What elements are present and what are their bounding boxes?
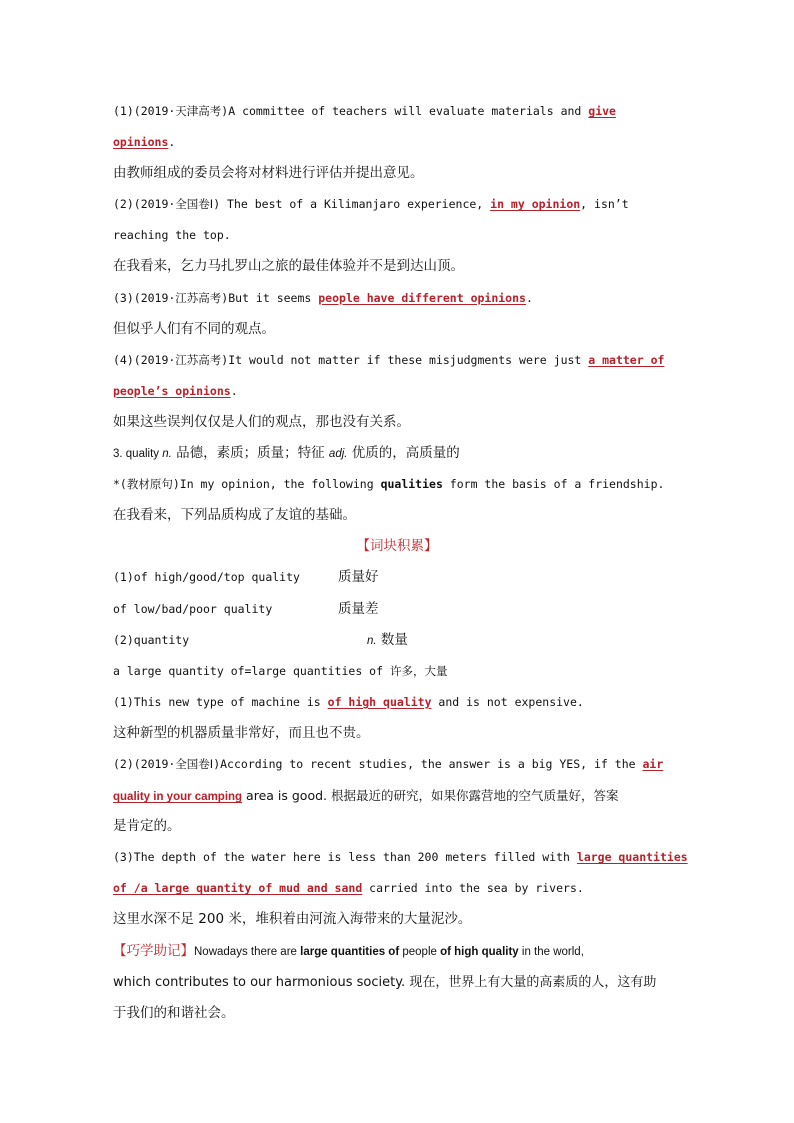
- answer-text: opinions: [113, 135, 169, 150]
- part-of-speech: n.: [367, 634, 377, 647]
- definition: 品德，素质；质量；特征: [171, 445, 329, 462]
- text: (2)(2019·全国卷Ⅰ) The best of a Kilimanjaro experience,: [113, 197, 491, 212]
- answer-text: people have different opinions: [318, 290, 526, 305]
- memory-tip-tag: 【巧学助记】: [113, 942, 194, 959]
- example-1-sentence: [113, 96, 681, 127]
- answer-text: large quantities: [576, 850, 688, 865]
- answer-text: give: [588, 104, 616, 118]
- text: (3)(2019·江苏高考)But it seems: [113, 290, 319, 305]
- text: (2)(2019·全国卷Ⅰ)According to recent studies, the answer is a big YES, if the: [113, 756, 643, 771]
- answer-text: of /a large quantity of mud and sand: [113, 881, 363, 896]
- text: (4)(2019·江苏高考)It would not matter if these misjudgments were just: [113, 352, 589, 367]
- textbook-translation: 在我看来，下列品质构成了友谊的基础。: [113, 507, 356, 524]
- phrase-high-quality: [113, 562, 681, 593]
- text: *(教材原句)In my opinion, the following: [113, 477, 381, 492]
- phrase: of low/bad/poor quality: [113, 601, 273, 616]
- answer-text: of high quality: [327, 694, 432, 709]
- answer-text: in my opinion: [490, 197, 581, 212]
- text: (1)(2019·天津高考)A committee of teachers will evaluate materials and: [113, 104, 589, 118]
- example-3-translation: 但似乎人们有不同的观点。: [113, 320, 275, 337]
- example-4-translation: 如果这些误判仅仅是人们的观点，那也没有关系。: [113, 413, 410, 430]
- text: (3)The depth of the water here is less than 200 meters filled with: [113, 850, 577, 865]
- text: carried into the sea by rivers.: [362, 881, 584, 896]
- practice-1-sentence: [113, 687, 681, 718]
- phrase-meaning: 质量差: [338, 600, 379, 617]
- example-4-sentence-cont: [113, 376, 681, 407]
- text: Nowadays there are: [194, 945, 301, 958]
- practice-3-sentence: [113, 842, 688, 873]
- memory-tip-end: 于我们的和谐社会。: [113, 1004, 235, 1021]
- definition: 优质的，高质量的: [347, 445, 460, 462]
- memory-tip-cont: which contributes to our harmonious society. 现在，世界上有大量的高素质的人，这有助: [113, 974, 657, 990]
- example-1-translation: 由教师组成的委员会将对材料进行评估并提出意见。: [113, 165, 424, 182]
- answer-text: air: [642, 756, 664, 771]
- practice-2-sentence: [113, 749, 681, 780]
- answer-text: quality in your camping: [113, 791, 243, 804]
- text: area is good. 根据最近的研究，如果你露营地的空气质量好，答案: [242, 788, 619, 804]
- example-2-sentence: [113, 189, 681, 220]
- text: , isn’t: [580, 197, 629, 212]
- text: form the basis of a friendship.: [442, 477, 665, 492]
- phrase-meaning: 数量: [376, 631, 408, 648]
- example-1-sentence-cont: [113, 127, 681, 158]
- text: and is not expensive.: [431, 694, 584, 709]
- bold-text: of high quality: [440, 945, 519, 958]
- answer-text: people’s opinions: [113, 383, 231, 398]
- bold-text: large quantities of: [300, 945, 400, 958]
- text: .: [525, 290, 533, 305]
- phrase-meaning: 质量好: [338, 569, 379, 586]
- phrase: (2)quantity: [113, 632, 190, 647]
- answer-text: a matter of: [588, 352, 665, 367]
- example-4-sentence: [113, 345, 681, 376]
- practice-3-sentence-cont: [113, 873, 681, 904]
- practice-2-sentence-cont: [113, 780, 681, 811]
- section-heading-phrases: 【词块积累】: [356, 538, 438, 555]
- part-of-speech: adj.: [328, 448, 348, 461]
- text: in the world,: [518, 945, 584, 958]
- text: (1)This new type of machine is: [113, 694, 328, 709]
- phrase-large-quantity: a large quantity of=large quantities of 许多，大量: [113, 663, 448, 678]
- headword: 3. quality: [113, 448, 163, 461]
- example-3-sentence: [113, 283, 681, 314]
- part-of-speech: n.: [162, 448, 172, 461]
- textbook-sentence: [113, 469, 681, 500]
- practice-3-translation: 这里水深不足 200 米，堆积着由河流入海带来的大量泥沙。: [113, 911, 472, 928]
- phrase-low-quality: [113, 594, 681, 625]
- text: .: [230, 383, 238, 398]
- practice-2-translation-cont: 是肯定的。: [113, 818, 181, 835]
- practice-1-translation: 这种新型的机器质量非常好，而且也不贵。: [113, 724, 370, 741]
- text: .: [168, 135, 176, 150]
- example-2-sentence-cont: reaching the top.: [113, 228, 231, 243]
- memory-tip: [113, 936, 681, 967]
- document-page: [113, 96, 688, 1029]
- bold-text: qualities: [380, 477, 443, 492]
- example-2-translation: 在我看来，乞力马扎罗山之旅的最佳体验并不是到达山顶。: [113, 258, 464, 275]
- phrase: (1)of high/good/top quality: [113, 570, 300, 585]
- text: people: [399, 945, 441, 958]
- phrase-quantity: [113, 625, 681, 656]
- vocab-entry-quality: [113, 438, 681, 469]
